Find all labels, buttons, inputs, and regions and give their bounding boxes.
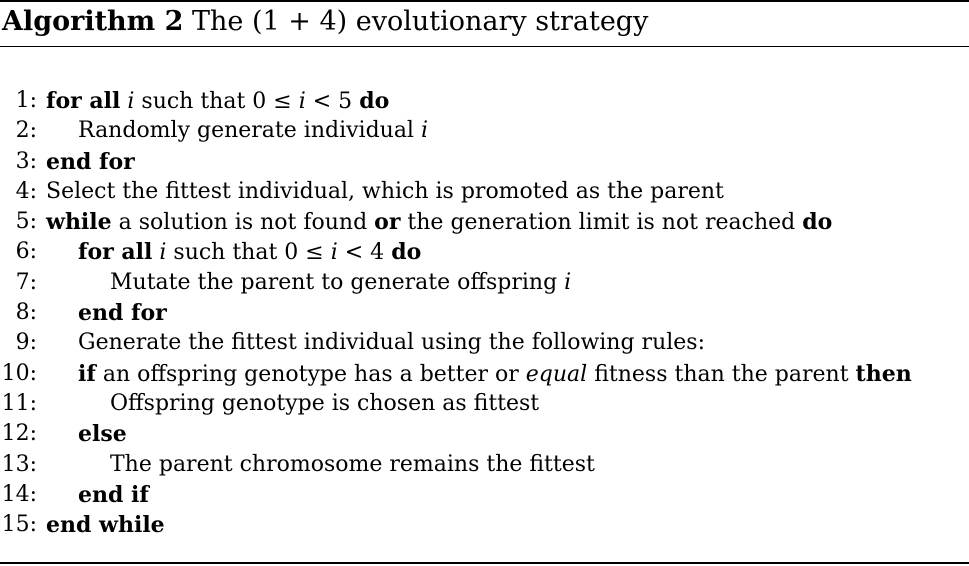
line-number: 9: <box>15 330 37 356</box>
statement-text: Generate the fittest individual using the following rules: <box>78 330 705 356</box>
caption-title: The (1 + 4) evolutionary strategy <box>192 6 649 37</box>
keyword: while <box>46 209 112 236</box>
keyword: or <box>374 209 401 236</box>
math-variable: i <box>298 89 306 114</box>
line-number: 14: <box>1 481 37 507</box>
line-number: 11: <box>1 390 37 416</box>
statement-text: Randomly generate individual <box>78 118 421 144</box>
algorithm-line <box>0 268 969 298</box>
algorithm-line <box>0 328 969 358</box>
statement-text: such that 0 ≤ <box>166 240 331 266</box>
line-statement <box>78 419 127 450</box>
algorithm-line <box>0 359 969 389</box>
statement-text: Offspring genotype is chosen as fittest <box>110 390 540 416</box>
keyword: else <box>78 421 127 448</box>
line-statement <box>110 389 539 419</box>
line-statement <box>78 328 705 358</box>
line-statement <box>46 510 165 541</box>
top-rule <box>0 0 969 2</box>
line-number: 13: <box>1 451 37 477</box>
algorithm-line <box>0 419 969 449</box>
statement-text: The parent chromosome remains the fittest <box>110 451 595 477</box>
algorithm-line <box>0 298 969 328</box>
line-statement <box>78 298 167 329</box>
algorithm-line <box>0 510 969 540</box>
caption-label: Algorithm 2 <box>2 6 184 37</box>
line-statement <box>46 147 135 178</box>
line-number: 6: <box>15 239 37 265</box>
line-number: 7: <box>15 269 37 295</box>
line-number: 4: <box>15 178 37 204</box>
statement-text: the generation limit is not reached <box>400 210 803 236</box>
statement-text: a solution is not found <box>111 210 375 236</box>
line-statement <box>78 359 912 390</box>
line-number: 1: <box>15 88 37 113</box>
math-variable: i <box>420 118 429 144</box>
math-variable: i <box>159 240 167 266</box>
statement-text: < 5 <box>305 89 360 114</box>
keyword: end for <box>78 300 167 327</box>
keyword: end while <box>46 512 165 539</box>
line-statement <box>110 450 595 480</box>
keyword: for all <box>78 239 153 266</box>
caption-rule <box>0 46 969 47</box>
line-number: 8: <box>15 300 37 326</box>
line-number: 10: <box>1 360 37 386</box>
keyword: do <box>802 209 833 236</box>
line-number: 2: <box>15 118 37 144</box>
bottom-rule <box>0 562 969 564</box>
line-statement <box>46 86 389 117</box>
line-statement <box>46 207 832 238</box>
algorithm-line <box>0 86 969 116</box>
math-variable: i <box>127 89 135 114</box>
keyword: end if <box>78 481 149 508</box>
algorithm-line <box>0 177 969 207</box>
keyword: do <box>391 239 422 266</box>
line-statement <box>46 177 724 207</box>
line-number: 12: <box>1 421 37 447</box>
algorithm-caption <box>2 4 648 40</box>
math-variable: i <box>564 269 572 295</box>
line-number: 5: <box>15 209 37 235</box>
statement-text: equal <box>525 361 588 387</box>
algorithm-line <box>0 237 969 267</box>
algorithm-line <box>0 207 969 237</box>
keyword: if <box>78 360 96 387</box>
statement-text: Mutate the parent to generate offspring <box>110 269 565 295</box>
algorithm-line <box>0 450 969 480</box>
keyword: do <box>359 88 390 114</box>
statement-text: such that 0 ≤ <box>134 89 299 114</box>
statement-text: < 4 <box>337 240 392 266</box>
keyword: for all <box>46 88 121 114</box>
statement-text: Select the fittest individual, which is promoted as the parent <box>46 178 724 204</box>
keyword: end for <box>46 148 135 175</box>
math-variable: i <box>330 240 338 266</box>
algorithm-line <box>0 480 969 510</box>
algorithm-line <box>0 389 969 419</box>
line-statement <box>78 480 149 511</box>
keyword: then <box>855 360 912 387</box>
algorithm-line <box>0 147 969 177</box>
line-number: 15: <box>1 512 37 538</box>
algorithm-lines <box>0 86 969 540</box>
line-statement <box>78 237 421 268</box>
line-statement <box>78 116 428 146</box>
line-number: 3: <box>15 148 37 174</box>
line-statement <box>110 268 571 298</box>
algorithm-line <box>0 116 969 146</box>
statement-text: fitness than the parent <box>587 361 856 387</box>
statement-text: an offspring genotype has a better or <box>95 361 526 387</box>
